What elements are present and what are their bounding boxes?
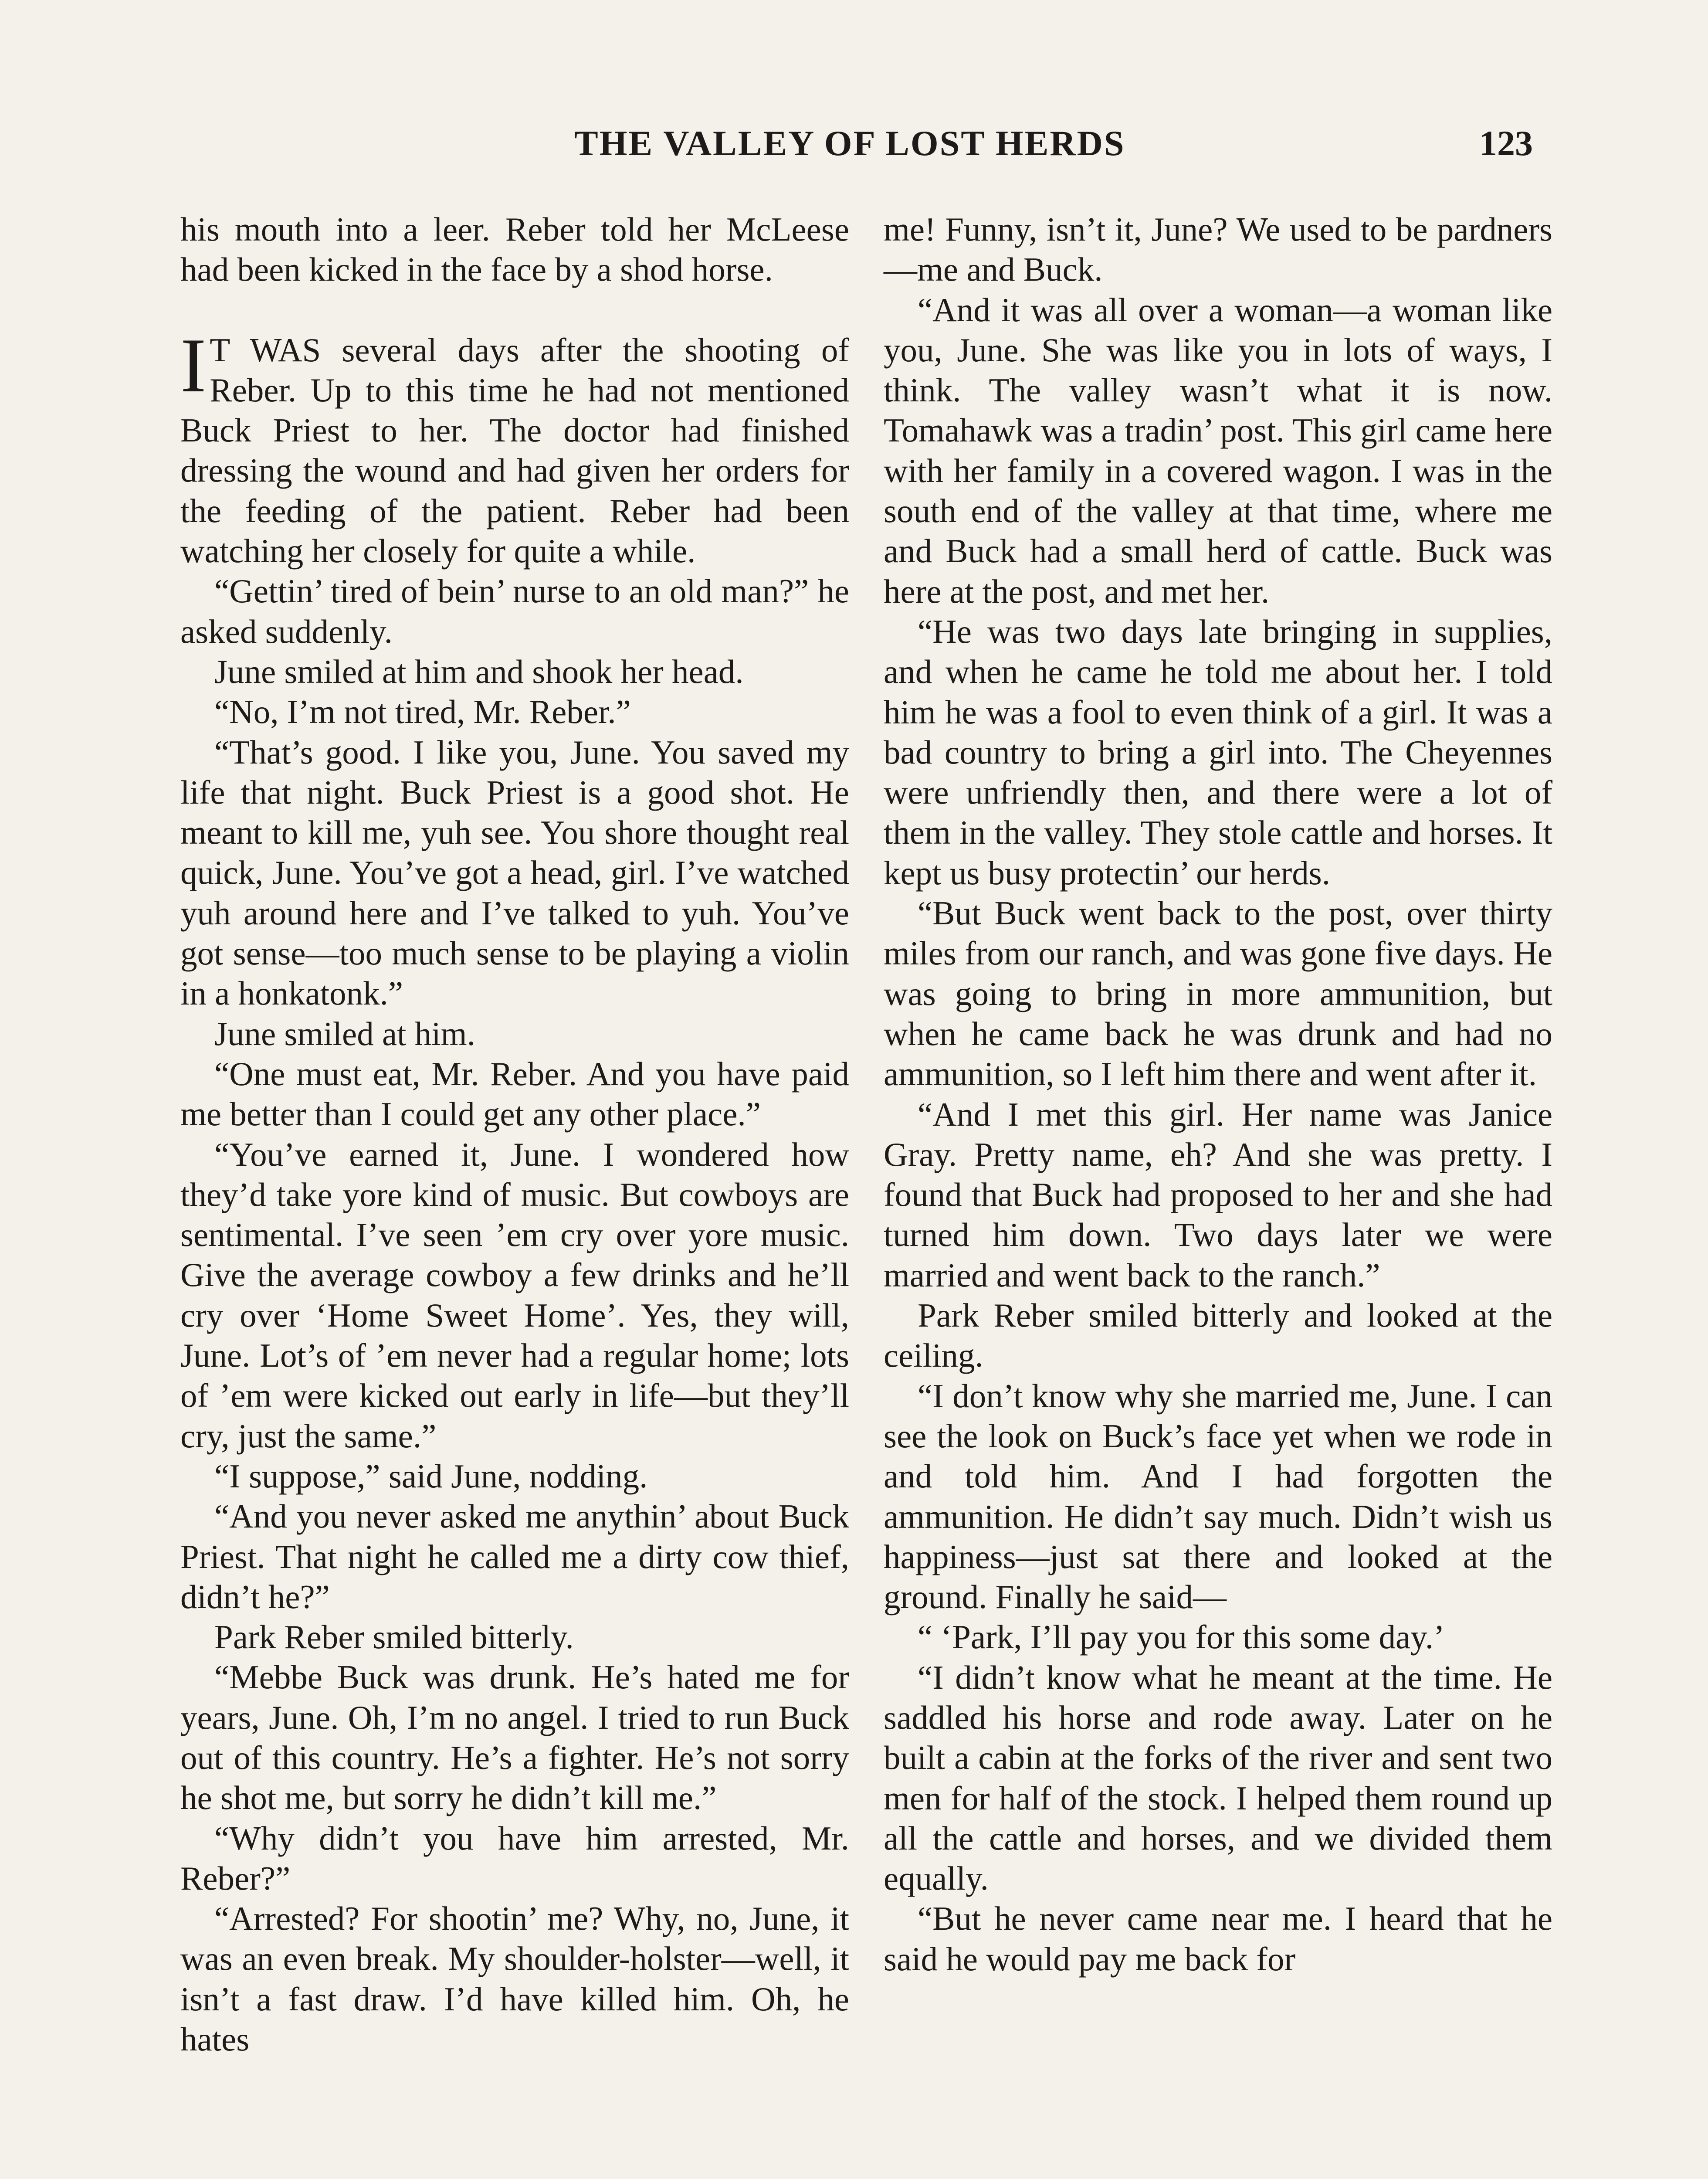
page-number: 123	[1479, 123, 1533, 163]
left-column	[180, 209, 849, 2059]
paragraph: “You’ve earned it, June. I wondered how they’d take yore kind of music. But cowboys are sentimental. I’ve seen ’em cry over yore music. Give the average cowboy a few drinks and he’ll cry over ‘Home Sweet Home’. Yes, they will, June. Lot’s of ’em never had a regular home; lots of ’em were kicked out early in life—but they’ll cry, just the same.”	[180, 1135, 849, 1455]
paragraph: me! Funny, isn’t it, June? We used to be pardners—me and Buck.	[884, 210, 1552, 288]
section-opening-paragraph	[180, 322, 849, 571]
paragraph: June smiled at him and shook her head.	[214, 652, 744, 690]
paragraph: “But he never came near me. I heard that he said he would pay me back for	[884, 1900, 1552, 1978]
paragraph: “Mebbe Buck was drunk. He’s hated me for years, June. Oh, I’m no angel. I tried to run Buck out of this country. He’s a fighter. He’s not sorry he shot me, but sorry he didn’t kill me.”	[180, 1658, 849, 1817]
paragraph: “And you never asked me anythin’ about Buck Priest. That night he called me a dirty cow thief, didn’t he?”	[180, 1497, 849, 1616]
section-break	[180, 290, 849, 330]
paragraph: “He was two days late bringing in supplies, and when he came he told me about her. I told him he was a fool to even think of a girl. It was a bad country to bring a girl into. The Cheyennes were unfriendly then, and there were a lot of them in the valley. They stole cattle and horses. It kept us busy protectin’ our herds.	[884, 612, 1552, 892]
paragraph: “Arrested? For shootin’ me? Why, no, June, it was an even break. My shoulder-holster—well, it isn’t a fast draw. I’d have killed him. Oh, he hates	[180, 1900, 849, 2058]
paragraph: “ ‘Park, I’ll pay you for this some day.’	[918, 1618, 1445, 1656]
paragraph: “I don’t know why she married me, June. I can see the look on Buck’s face yet when we rode in and told him. And I had forgotten the ammunition. He didn’t say much. Didn’t wish us happiness—just sat there and looked at the ground. Finally he said—	[884, 1377, 1552, 1616]
right-column	[884, 209, 1552, 1979]
paragraph: June smiled at him.	[214, 1015, 475, 1052]
paragraph: “I didn’t know what he meant at the time. He saddled his horse and rode away. Later on he built a cabin at the forks of the river and sent two men for half of the stock. I helped them round up all the cattle and horses, and we divided them equally.	[884, 1658, 1552, 1897]
paragraph: Park Reber smiled bitterly.	[214, 1618, 574, 1656]
paragraph: “But Buck went back to the post, over thirty miles from our ranch, and was gone five days. He was going to bring in more ammunition, but when he came back he was drunk and had no ammunition, so I left him there and went after it.	[884, 894, 1552, 1093]
paragraph: “That’s good. I like you, June. You saved my life that night. Buck Priest is a good shot. He meant to kill me, yuh see. You shore thought real quick, June. You’ve got a head, girl. I’ve watched yuh around here and I’ve talked to yuh. You’ve got sense—too much sense to be playing a violin in a honkatonk.”	[180, 733, 849, 1012]
paragraph: “One must eat, Mr. Reber. And you have paid me better than I could get any other place.”	[180, 1055, 849, 1133]
paragraph: “And I met this girl. Her name was Janice Gray. Pretty name, eh? And she was pretty. I found that Buck had proposed to her and she had turned him down. Two days later we were married and went back to the ranch.”	[884, 1095, 1552, 1294]
drop-cap: I	[180, 322, 207, 408]
section-opening-text: T WAS several days after the shooting of Reber. Up to this time he had not mentioned Buck Priest to her. The doctor had finished dressing the wound and had given her orders for the feeding of the patient. Reber had been watching her closely for quite a while.	[180, 331, 849, 570]
paragraph: his mouth into a leer. Reber told her McLeese had been kicked in the face by a shod horse.	[180, 210, 849, 288]
paragraph: “Why didn’t you have him arrested, Mr. Reber?”	[180, 1819, 849, 1897]
paragraph: Park Reber smiled bitterly and looked at the ceiling.	[884, 1297, 1552, 1375]
paragraph: “And it was all over a woman—a woman like you, June. She was like you in lots of ways, I think. The valley wasn’t what it is now. Tomahawk was a tradin’ post. This girl came here with her family in a covered wagon. I was in the south end of the valley at that time, where me and Buck had a small herd of cattle. Buck was here at the post, and met her.	[884, 291, 1552, 610]
paragraph: “Gettin’ tired of bein’ nurse to an old man?” he asked suddenly.	[180, 572, 849, 650]
running-header	[0, 123, 1708, 171]
paragraph: “No, I’m not tired, Mr. Reber.”	[214, 693, 631, 731]
running-title: THE VALLEY OF LOST HERDS	[574, 123, 1125, 163]
paragraph: “I suppose,” said June, nodding.	[214, 1457, 648, 1495]
